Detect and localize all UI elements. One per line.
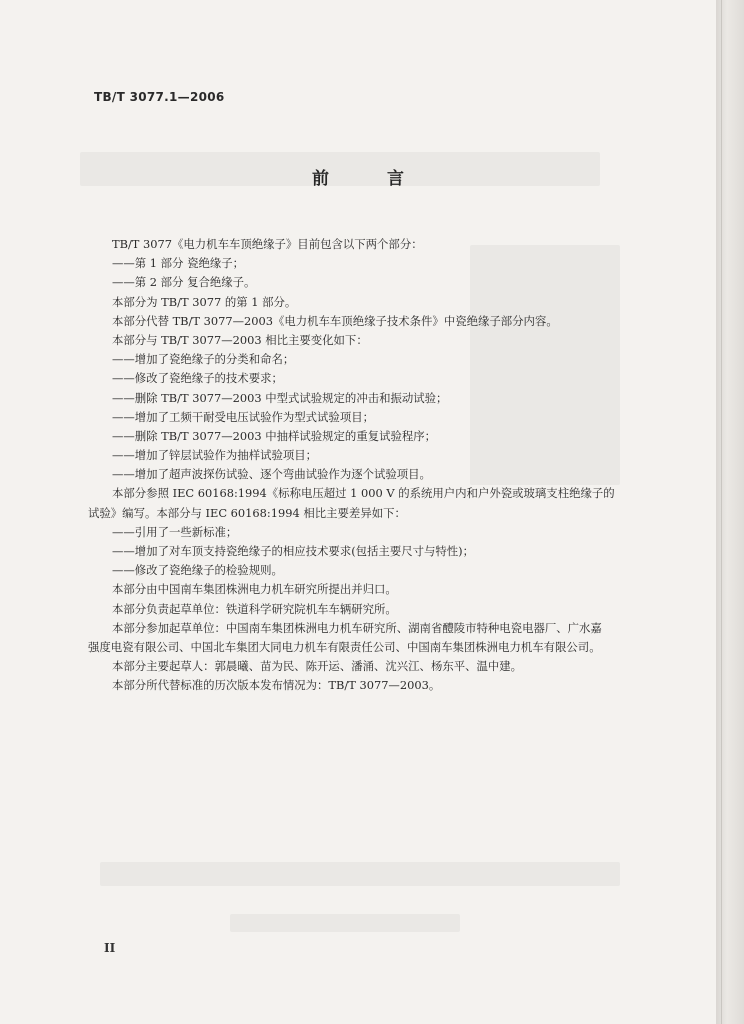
text-line: TB/T 3077《电力机车车顶绝缘子》目前包含以下两个部分： bbox=[112, 237, 423, 251]
standard-number: TB/T 3077.1—2006 bbox=[94, 90, 225, 104]
bleed-through-mark bbox=[100, 862, 620, 886]
text-line: 本部分负责起草单位：铁道科学研究院机车车辆研究所。 bbox=[112, 601, 397, 616]
text-line: 本部分由中国南车集团株洲电力机车研究所提出并归口。 bbox=[112, 582, 397, 597]
text-line: ——修改了瓷绝缘子的检验规则。 bbox=[112, 563, 283, 578]
page-number: II bbox=[104, 941, 116, 955]
text-line: ——删除 TB/T 3077—2003 中抽样试验规定的重复试验程序； bbox=[112, 428, 437, 443]
text-line: ——增加了工频干耐受电压试验作为型式试验项目； bbox=[112, 409, 374, 424]
page-title: 前 言 bbox=[312, 169, 430, 189]
text-line: ——增加了超声波探伤试验、逐个弯曲试验作为逐个试验项目。 bbox=[112, 467, 431, 482]
foreword-body bbox=[88, 235, 658, 696]
text-line: ——增加了锌层试验作为抽样试验项目； bbox=[112, 448, 318, 463]
text-line: ——第 2 部分 复合绝缘子。 bbox=[112, 275, 256, 290]
text-line: 强度电瓷有限公司、中国北车集团大同电力机车有限责任公司、中国南车集团株洲电力机车有限公司。 bbox=[88, 639, 601, 654]
text-line: 本部分与 TB/T 3077—2003 相比主要变化如下： bbox=[112, 332, 368, 347]
text-line: 本部分参照 IEC 60168:1994《标称电压超过 1 000 V 的系统用户内和户外瓷或玻璃支柱绝缘子的 bbox=[112, 486, 615, 501]
text-line: ——第 1 部分 瓷绝缘子； bbox=[112, 256, 245, 271]
text-line: 本部分参加起草单位：中国南车集团株洲电力机车研究所、湖南省醴陵市特种电瓷电器厂、广水嘉 bbox=[112, 620, 602, 635]
text-line: ——引用了一些新标准； bbox=[112, 524, 238, 539]
text-line: 本部分所代替标准的历次版本发布情况为：TB/T 3077—2003。 bbox=[112, 678, 441, 693]
text-line: 本部分代替 TB/T 3077—2003《电力机车车顶绝缘子技术条件》中瓷绝缘子部分内容。 bbox=[112, 313, 558, 328]
text-line: 本部分为 TB/T 3077 的第 1 部分。 bbox=[112, 294, 297, 309]
text-line: ——修改了瓷绝缘子的技术要求； bbox=[112, 371, 283, 386]
text-line: ——增加了对车顶支持瓷绝缘子的相应技术要求(包括主要尺寸与特性)； bbox=[112, 544, 474, 558]
text-line: 本部分主要起草人：郭晨曦、苗为民、陈开运、潘涌、沈兴江、杨东平、温中建。 bbox=[112, 659, 523, 674]
page-edge-line bbox=[721, 0, 722, 1024]
bleed-through-mark bbox=[230, 914, 460, 932]
text-line: ——增加了瓷绝缘子的分类和命名； bbox=[112, 352, 295, 367]
text-line: 试验》编写。本部分与 IEC 60168:1994 相比主要差异如下： bbox=[88, 505, 406, 520]
text-line: ——删除 TB/T 3077—2003 中型式试验规定的冲击和振动试验； bbox=[112, 390, 448, 405]
